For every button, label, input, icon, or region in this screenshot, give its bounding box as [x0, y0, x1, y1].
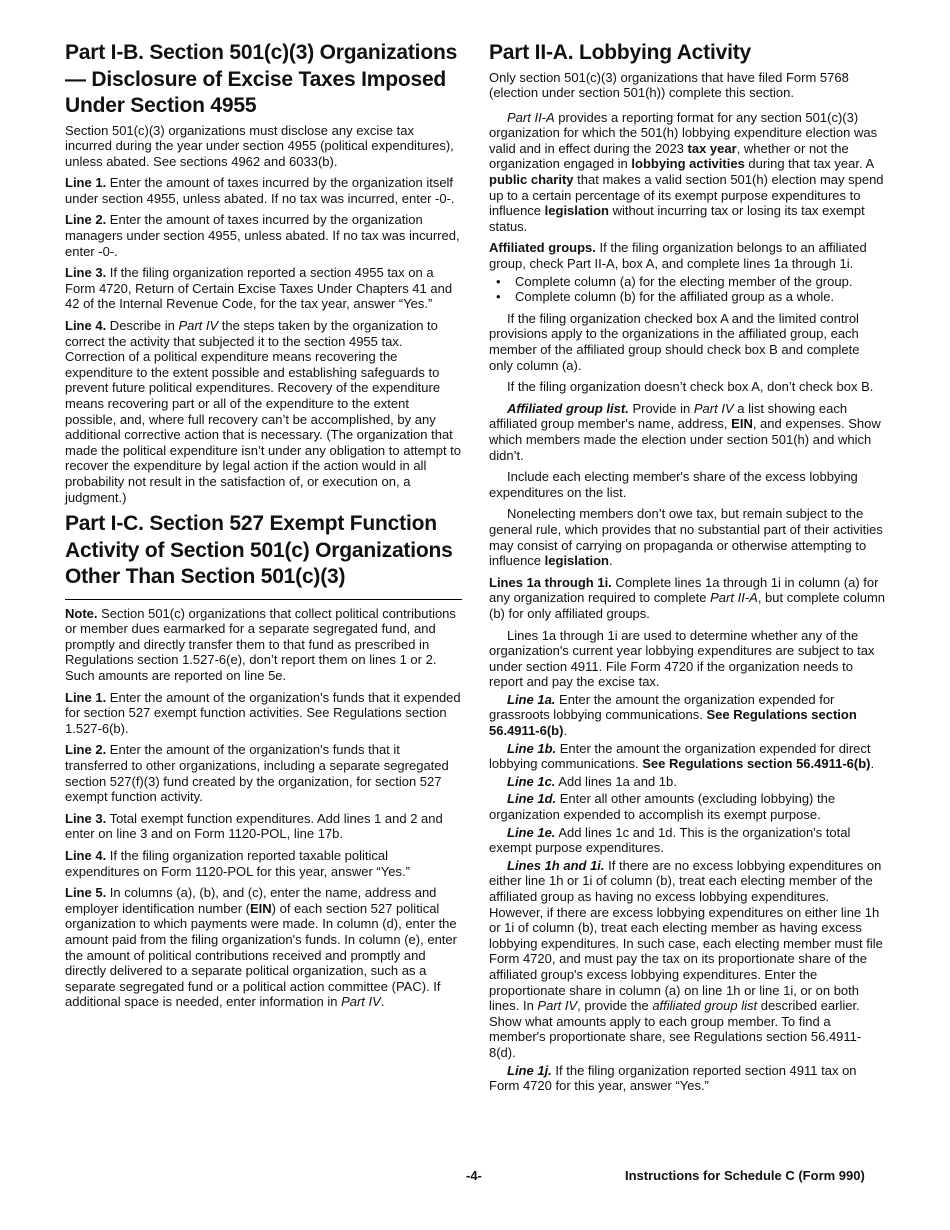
heading-part-i-b: Part I-B. Section 501(c)(3) Organizations— Disclosure of Excise Taxes Imposed Under Section 4955	[65, 41, 458, 117]
text: If the filing organization reported section 4911 tax on Form 4720 for this year, answer “Yes.”	[489, 1062, 857, 1094]
line-text: In columns (a), (b), and (c), enter the name, address and employer identification number (	[65, 885, 437, 916]
line-label: Line 1a.	[507, 691, 556, 707]
line-text: Total exempt function expenditures. Add lines 1 and 2 and enter on line 3 and on Form 1120-POL, line 17b.	[65, 810, 443, 842]
line-label: Line 1.	[65, 689, 107, 705]
subhead-label: Affiliated groups.	[489, 240, 596, 256]
affiliated-group-list	[489, 401, 885, 463]
text: Enter all other amounts (excluding lobbying) the organization expended to accomplish its exempt purpose.	[489, 791, 836, 823]
subhead-label: Lines 1a through 1i.	[489, 574, 612, 590]
line-text: .	[380, 994, 385, 1010]
lines-used: Lines 1a through 1i are used to determine whether any of the organization's current year lobbying expenditures are subject to tax under section 4911. File Form 4720 if the organization needs to report and pay the excise tax.	[489, 627, 875, 690]
part-ii-a-intro: Only section 501(c)(3) organizations that have filed Form 5768 (election under section 501(h)) complete this section.	[489, 69, 849, 101]
line-label: Line 1j.	[507, 1062, 552, 1078]
text: provides a reporting format for any section 501(c)(3) organization for which the 501(h) lobbying expenditure election was valid and in effect during the 2023	[489, 109, 878, 156]
term-legislation: legislation	[544, 203, 609, 219]
line-label: Line 1b.	[507, 740, 557, 756]
part-i-b-line-3	[65, 265, 462, 312]
part-iv-ref: Part IV	[537, 998, 578, 1014]
term-lobbying-activities: lobbying activities	[631, 156, 745, 172]
part-iv-ref: Part IV	[693, 400, 734, 416]
heading-part-i-c: Part I-C. Section 527 Exempt Function Activity of Section 501(c) Organizations Other Than Section 501(c)(3)	[65, 512, 453, 589]
line-label: Line 1c.	[507, 773, 556, 789]
text: Enter the amount the organization expended for direct lobbying communications.	[489, 740, 871, 772]
part-i-c-line-4	[65, 848, 462, 879]
line-1d	[489, 791, 885, 822]
text: described earlier. Show what amounts apply to each group member. To find a member's proportionate share, see Regulations section 56.4911-8(d).	[489, 998, 862, 1060]
reg-ref: See Regulations section 56.4911-6(b)	[489, 707, 857, 739]
bullet-item: • Complete column (b) for the affiliated group as a whole.	[515, 289, 885, 305]
left-column	[65, 40, 462, 1016]
page-number: -4-	[466, 1168, 482, 1183]
ein-term: EIN	[731, 416, 753, 432]
note-text: Section 501(c) organizations that collect political contributions or member dues earmarked for a separate segregated fund, and promptly and directly transfer them to that fund as prescribed in Regulations section 1.527-6(e), don’t report them on lines 1 or 2. Such amounts are reported on line 5e.	[65, 605, 456, 684]
term-public-charity: public charity	[489, 172, 574, 188]
lines-1a-through-1i	[489, 575, 885, 622]
heading-part-ii-a: Part II-A. Lobbying Activity	[489, 41, 751, 64]
doesnt-check-box-a: If the filing organization doesn’t check box A, don’t check box B.	[507, 379, 874, 395]
text: , but complete column (b) for only affiliated groups.	[489, 590, 886, 621]
text: , whether or not the organization engaged in	[489, 140, 849, 172]
right-column	[489, 40, 885, 1096]
line-label: Line 4.	[65, 847, 107, 863]
line-label: Lines 1h and 1i.	[507, 857, 605, 873]
line-label: Line 3.	[65, 265, 107, 281]
text: Provide in	[628, 400, 694, 416]
part-i-b-line-4	[65, 318, 462, 505]
affiliated-groups-bullets	[489, 274, 885, 305]
line-text: Enter the amount of taxes incurred by the organization itself under section 4955, unless abated. If no tax was incurred, enter -0-.	[65, 175, 455, 206]
text: .	[563, 723, 568, 739]
line-text: Enter the amount of the organization's funds that it expended for section 527 exempt function activities. See Regulations section 1.527-6(b).	[65, 689, 461, 736]
text: If there are no excess lobbying expenditures on either line 1h or 1i of column (b), treat each electing member of the affiliated group as having no excess lobbying expenditures. However, if there are excess lobbying expenditures on either line 1h or 1i of column (b), treat each electing member as having excess lobbying expenditures. In such case, each electing member must file Form 4720, and must pay the tax on its proportionate share of the affiliated group's excess lobbying expenditures. Enter the proportionate share in column (a) on line 1h or line 1i, or on both lines. In	[489, 857, 883, 1014]
line-label: Line 2.	[65, 212, 107, 228]
line-label: Line 1e.	[507, 824, 556, 840]
part-ii-a-ref: Part II-A	[710, 590, 758, 606]
text: Add lines 1a and 1b.	[555, 773, 677, 789]
note-label: Note.	[65, 605, 98, 621]
text: .	[870, 756, 875, 772]
line-label: Line 3.	[65, 810, 107, 826]
text: If the filing organization belongs to an affiliated group, check Part II-A, box A, and complete lines 1a through 1i.	[489, 240, 867, 272]
part-i-b-line-1	[65, 175, 462, 206]
line-text: If the filing organization reported a section 4955 tax on a Form 4720, Return of Certain Excise Taxes Under Chapters 41 and 42 of the Internal Revenue Code, for the tax year, answer “Yes.”	[65, 265, 453, 312]
text: without incurring tax or losing its tax exempt status.	[489, 203, 865, 234]
text: .	[608, 553, 613, 569]
text: , and expenses. Show which members made the election under section 501(h) and which didn’t.	[489, 416, 881, 463]
line-label: Line 5.	[65, 885, 107, 901]
bullet-item: • Complete column (a) for the electing member of the group.	[515, 274, 885, 290]
part-i-b-intro: Section 501(c)(3) organizations must disclose any excise tax incurred during the year under section 4955 (political expenditures), unless abated. See sections 4962 and 6033(b).	[65, 122, 454, 169]
line-1e	[489, 825, 885, 856]
part-i-c-note	[65, 606, 462, 684]
line-label: Line 4.	[65, 318, 107, 334]
include-share: Include each electing member's share of the excess lobbying expenditures on the list.	[489, 469, 858, 500]
line-label: Line 2.	[65, 742, 107, 758]
checked-box-a: If the filing organization checked box A and the limited control provisions apply to the organizations in the affiliated group, each member of the affiliated group should check box B and complete only column (a).	[489, 310, 860, 373]
part-i-c-line-1	[65, 690, 462, 737]
lines-1h-and-1i	[489, 858, 885, 1061]
text: during that tax year. A	[744, 156, 874, 172]
part-i-c-line-3	[65, 811, 462, 842]
footer-title: Instructions for Schedule C (Form 990)	[625, 1168, 865, 1183]
line-text: Describe in	[106, 318, 179, 334]
line-text: Enter the amount of taxes incurred by the organization managers under section 4955, unless abated. If no tax was incurred, enter -0-.	[65, 212, 460, 259]
nonelecting-members	[489, 506, 885, 568]
part-iv-ref: Part IV	[341, 994, 381, 1010]
line-label: Line 1d.	[507, 791, 557, 807]
text: Add lines 1c and 1d. This is the organization's total exempt purpose expenditures.	[489, 824, 851, 856]
text: Complete lines 1a through 1i in column (a) for any organization required to complete	[489, 574, 879, 606]
subhead-label: Affiliated group list.	[507, 400, 629, 416]
part-i-c-line-2	[65, 742, 462, 804]
part-ii-a-format	[489, 110, 885, 235]
part-ii-a-ref: Part II-A	[507, 109, 555, 125]
line-1c	[489, 774, 885, 790]
affiliated-group-list-ref: affiliated group list	[652, 998, 758, 1014]
term-tax-year: tax year	[687, 140, 737, 156]
affiliated-groups	[489, 240, 885, 271]
ein-term: EIN	[249, 900, 272, 916]
line-text: the steps taken by the organization to correct the activity that subjected it to the section 4955 tax. Correction of a political expenditure means recovering the expenditure to the extent possible and establishing safeguards to prevent future political expenditures. Recovery of the expenditure means recovering part or all of the expenditure to the extent possible, and, where full recovery can’t be accomplished, by any additional corrective action that is necessary. (The organization that made the political expenditure isn’t under any obligation to attempt to recover the expenditure by legal action if the action would in all probability not result in the satisfaction of, or execution on, a judgment.)	[65, 318, 462, 505]
part-i-c-line-5	[65, 885, 462, 1010]
text: Nonelecting members don’t owe tax, but remain subject to the general rule, which provides that no substantial part of their activities may consist of carrying on propaganda or otherwise attempting to influence	[489, 506, 883, 569]
divider	[65, 599, 462, 600]
line-1b	[489, 741, 885, 772]
part-i-b-line-2	[65, 212, 462, 259]
term-legislation: legislation	[544, 553, 609, 569]
line-label: Line 1.	[65, 175, 107, 191]
text: Enter the amount the organization expended for grassroots lobbying communications.	[489, 691, 835, 723]
reg-ref: See Regulations section 56.4911-6(b)	[642, 756, 871, 772]
text: , provide the	[577, 998, 653, 1014]
line-1j	[489, 1063, 885, 1094]
text: that makes a valid section 501(h) election may spend up to a certain percentage of its exempt purpose expenditures to influence	[489, 172, 884, 219]
line-text: If the filing organization reported taxable political expenditures on Form 1120-POL for this year, answer “Yes.”	[65, 847, 410, 879]
line-text: ) of each section 527 political organization to which payments were made. In column (d), enter the amount paid from the filing organization's funds. In column (e), enter the amount of political contributions received and promptly and directly delivered to a separate political organization, such as a separate segregated fund or a political action committee (PAC). If additional space is needed, enter information in	[65, 900, 457, 1010]
line-1a	[489, 692, 885, 739]
line-text: Enter the amount of the organization's funds that it transferred to other organizations, including a separate segregated section 527(f)(3) fund created by the organization, for section 527 exempt function activity.	[65, 742, 449, 805]
text: a list showing each affiliated group member's name, address,	[489, 400, 848, 432]
part-iv-ref: Part IV	[178, 318, 219, 334]
